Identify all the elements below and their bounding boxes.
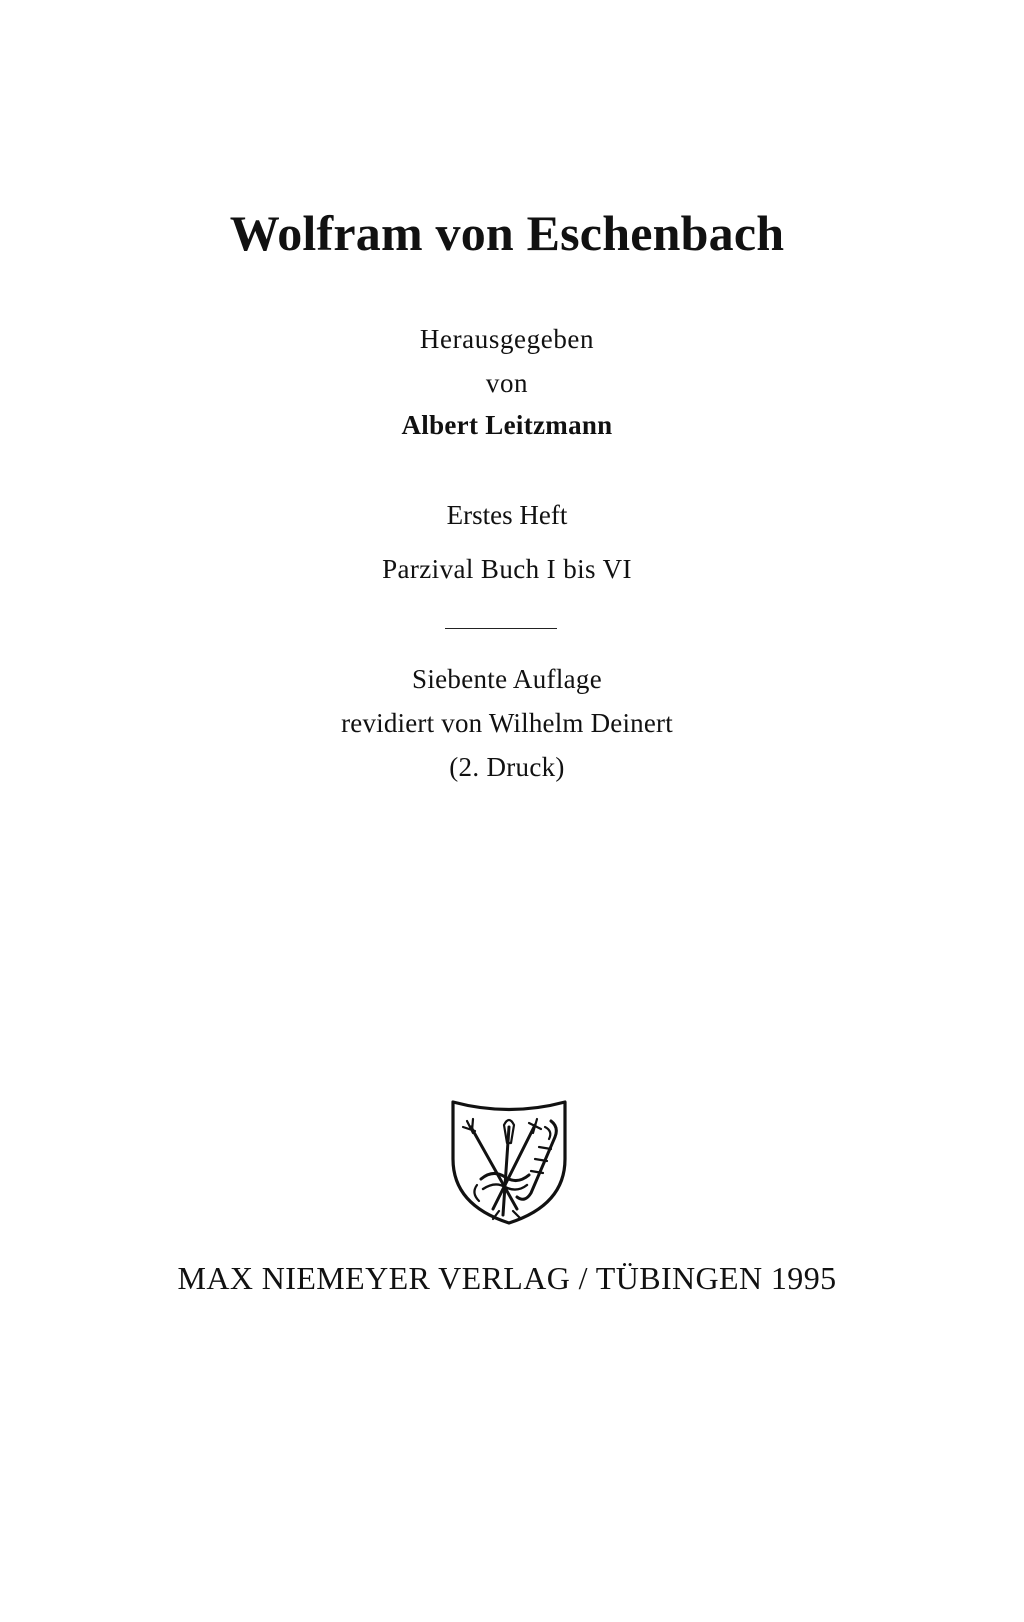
volume-contents: Parzival Buch I bis VI [382,554,632,584]
publisher-imprint: MAX NIEMEYER VERLAG / TÜBINGEN 1995 [177,1260,837,1296]
publisher-shield-emblem-icon [447,1097,571,1227]
editor-by: von [485,368,529,398]
editor-name: Albert Leitzmann [401,410,613,440]
separator-rule [445,628,557,629]
author-name: Wolfram von Eschenbach [229,205,785,261]
editor-label: Herausgegeben [419,324,595,354]
revision-note: revidiert von Wilhelm Deinert [341,708,673,738]
edition-label: Siebente Auflage [412,664,602,694]
printing-note: (2. Druck) [449,752,565,782]
issue-label: Erstes Heft [446,500,568,530]
